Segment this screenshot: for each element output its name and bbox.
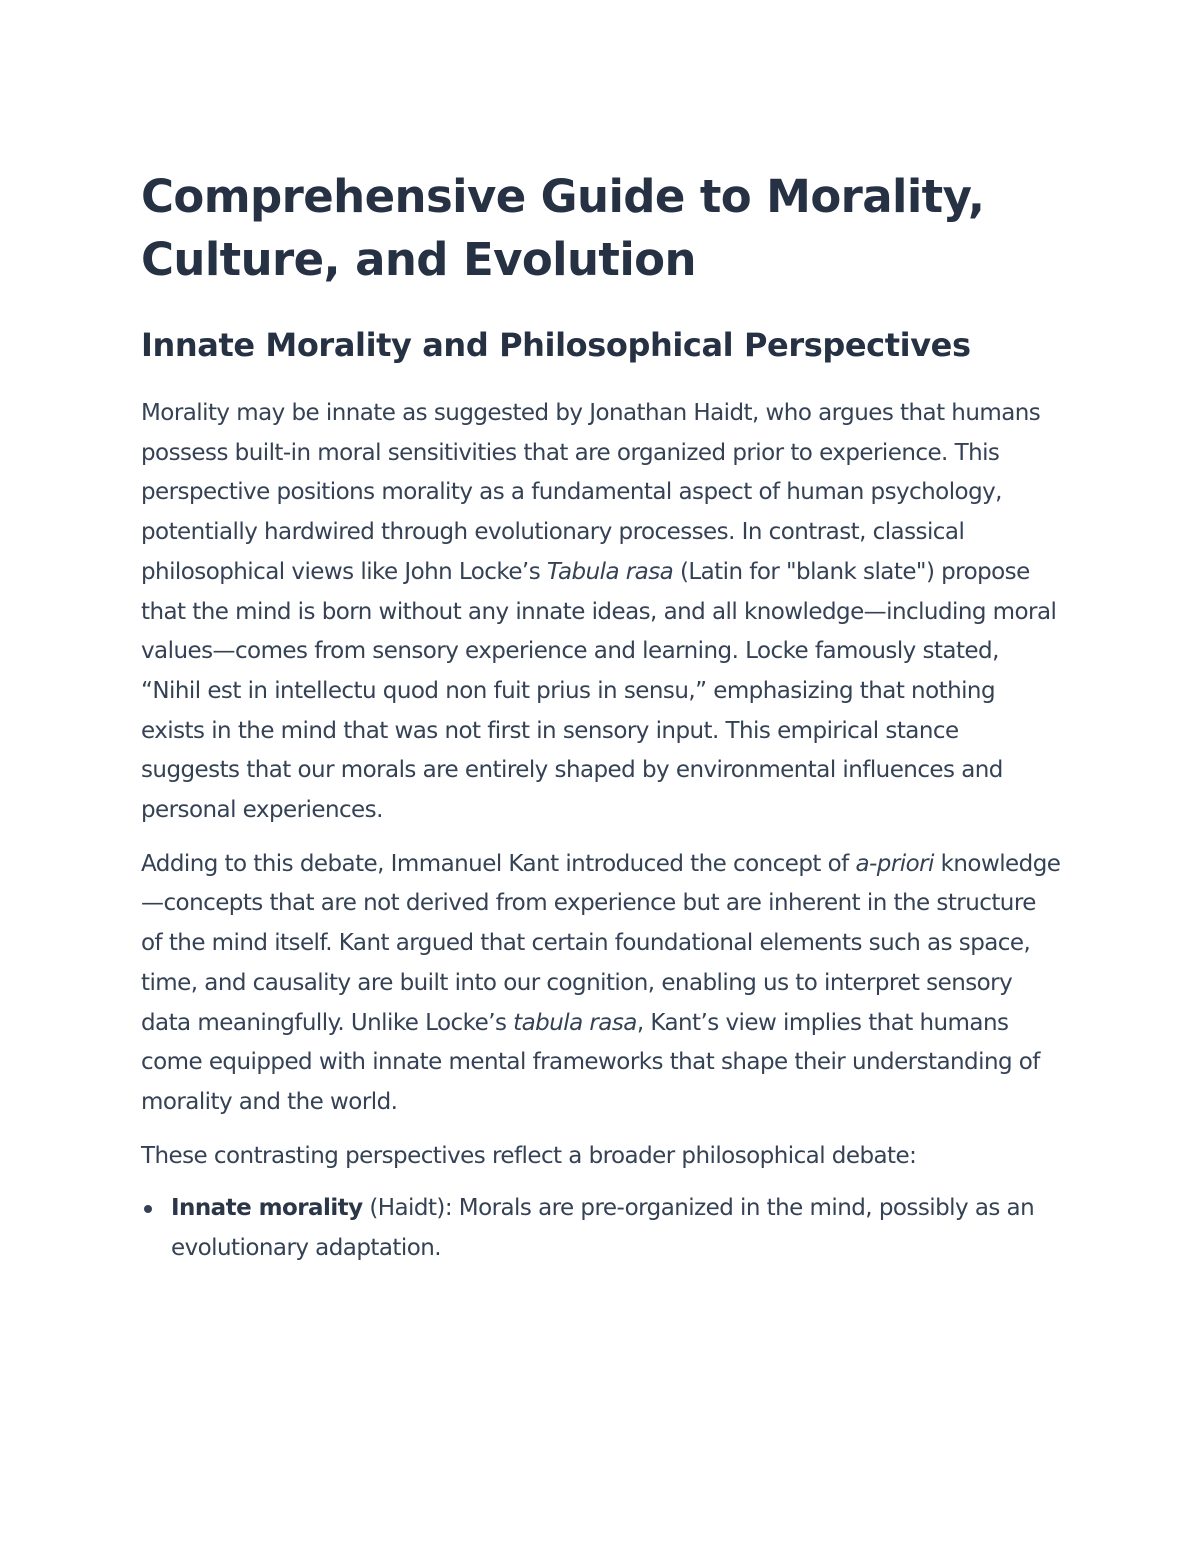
list-item-text: (Haidt): Morals are pre-organized in the mind, possibly as an evolutionary adaptation. xyxy=(171,1195,1035,1262)
italic-term: a-priori xyxy=(855,850,934,877)
paragraph-text: knowledge—concepts that are not derived from experience but are inherent in the structure of the mind itself. Kant argued that certain foundational elements such as space, time, and causality are built into our cognition, enabling us to interpret sensory data meaningfully. Unlike Locke’s xyxy=(141,850,1061,1036)
paragraph-text: Morality may be innate as suggested by Jonathan Haidt, who argues that humans possess built-in moral sensitivities that are organized prior to experience. This perspective positions morality as a fundamental aspect of human psychology, potentially hardwired through evolutionary processes. In contrast, classical philosophical views like John Locke’s xyxy=(141,400,1041,585)
perspectives-list xyxy=(141,1189,1061,1268)
paragraph-text: Adding to this debate, Immanuel Kant introduced the concept of xyxy=(141,850,856,877)
list-item-term: Innate morality xyxy=(171,1195,363,1222)
document-title: Comprehensive Guide to Morality, Culture, and Evolution xyxy=(141,170,985,286)
document-page xyxy=(141,165,1061,1269)
section-heading: Innate Morality and Philosophical Perspectives xyxy=(141,326,971,364)
italic-term: Tabula rasa xyxy=(546,558,674,585)
list-item xyxy=(141,1189,1061,1268)
bullet-icon xyxy=(144,1205,152,1213)
paragraph-kant xyxy=(141,845,1061,1123)
paragraph-text: , Kant’s view implies that humans come equipped with innate mental frameworks that shape their understanding of morality and the world. xyxy=(141,1009,1040,1115)
italic-term: tabula rasa xyxy=(513,1009,637,1036)
paragraph-haidt-locke xyxy=(141,394,1061,831)
paragraph-text: (Latin for "blank slate") propose that the mind is born without any innate ideas, and all knowledge—including moral values—comes from sensory experience and learning. Locke famously stated, “Nihil est in intellectu quod non fuit prius in sensu,” emphasizing that nothing exists in the mind that was not first in sensory input. This empirical stance suggests that our morals are entirely shaped by environmental influences and personal experiences. xyxy=(141,558,1057,824)
paragraph-debate-intro: These contrasting perspectives reflect a broader philosophical debate: xyxy=(141,1142,917,1169)
